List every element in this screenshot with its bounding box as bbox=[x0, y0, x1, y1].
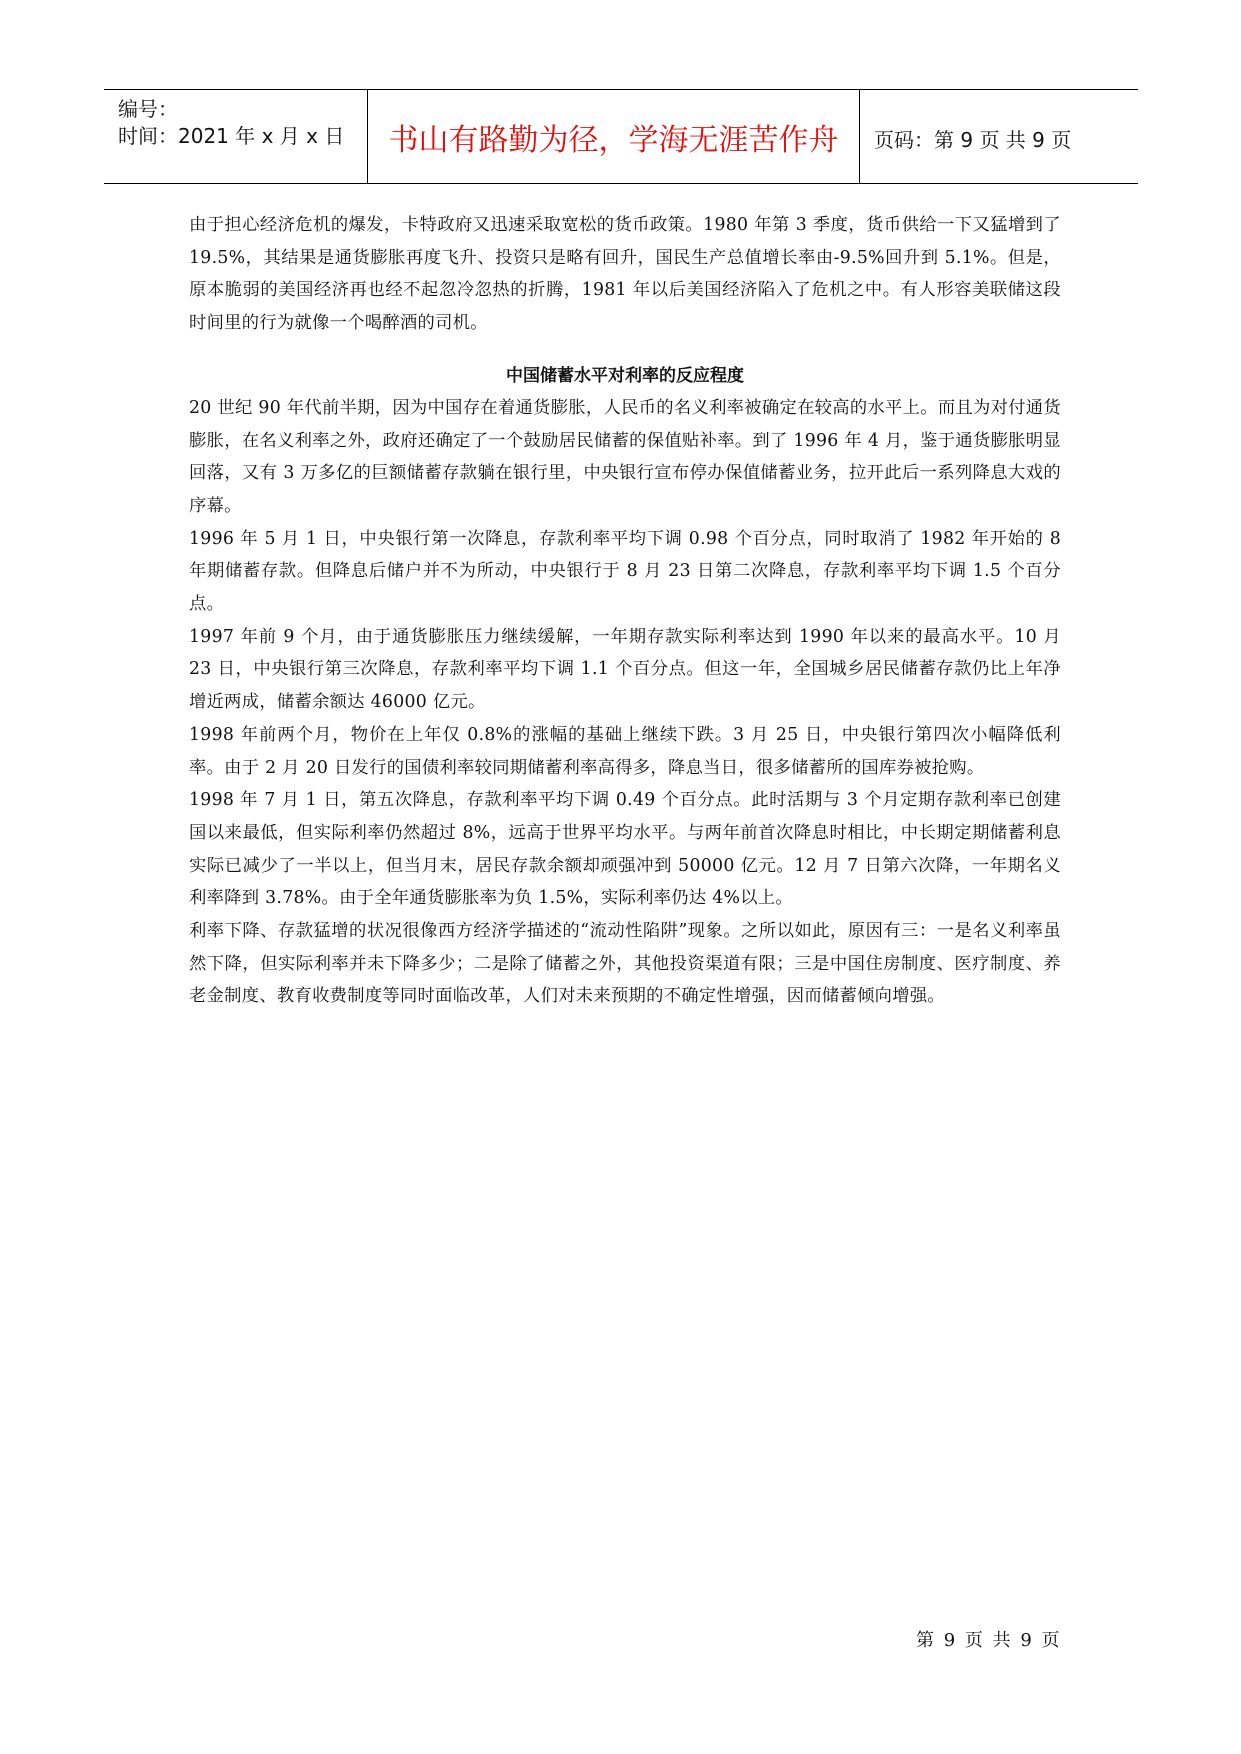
header-motto: 书山有路勤为径，学海无涯苦作舟 bbox=[388, 123, 839, 158]
page-footer-number: 第 9 页 共 9 页 bbox=[916, 1630, 1062, 1651]
document-header bbox=[104, 89, 1138, 184]
section-title: 中国储蓄水平对利率的反应程度 bbox=[506, 365, 744, 386]
body-paragraph: 1996 年 5 月 1 日，中央银行第一次降息，存款利率平均下调 0.98 个百分点，同时取消了 1982 年开始的 8 年期储蓄存款。但降息后储户并不为所动，中央银行于 8 月 23 日第二次降息，存款利率平均下调 1.5 个百分点。 bbox=[189, 528, 1061, 615]
header-info-cell bbox=[104, 90, 368, 183]
header-page-cell bbox=[860, 90, 1138, 183]
document-id-label: 编号： bbox=[118, 97, 178, 121]
body-paragraph: 1998 年 7 月 1 日，第五次降息，存款利率平均下调 0.49 个百分点。此时活期与 3 个月定期存款利率已创建国以来最低，但实际利率仍然超过 8%，远高于世界平均水平。与两年前首次降息时相比，中长期定期储蓄利息实际已减少了一半以上，但当月末，居民存款余额却顽强冲到 50000 亿元。12 月 7 日第六次降，一年期名义利率降到 3.78%。由于全年通货膨胀率为负 1.5%，实际利率仍达 4%以上。 bbox=[189, 790, 1061, 909]
document-time-label: 时间：2021 年 x 月 x 日 bbox=[118, 124, 345, 148]
header-motto-cell bbox=[368, 90, 860, 183]
body-paragraph: 1998 年前两个月，物价在上年仅 0.8%的涨幅的基础上继续下跌。3 月 25 日，中央银行第四次小幅降低利率。由于 2 月 20 日发行的国债利率较同期储蓄利率高得多，降息当日，很多储蓄所的国库券被抢购。 bbox=[189, 724, 1061, 778]
body-paragraph: 20 世纪 90 年代前半期，因为中国存在着通货膨胀，人民币的名义利率被确定在较高的水平上。而且为对付通货膨胀，在名义利率之外，政府还确定了一个鼓励居民储蓄的保值贴补率。到了 1996 年 4 月，鉴于通货膨胀明显回落，又有 3 万多亿的巨额储蓄存款躺在银行里，中央银行宣布停办保值储蓄业务，拉开此后一系列降息大戏的序幕。 bbox=[189, 397, 1061, 516]
body-paragraph: 利率下降、存款猛增的状况很像西方经济学描述的“流动性陷阱”现象。之所以如此，原因有三：一是名义利率虽然下降，但实际利率并未下降多少；二是除了储蓄之外，其他投资渠道有限；三是中国住房制度、医疗制度、养老金制度、教育收费制度等同时面临改革，人们对未来预期的不确定性增强，因而储蓄倾向增强。 bbox=[189, 921, 1061, 1007]
header-page-code: 页码：第 9 页 共 9 页 bbox=[874, 128, 1072, 152]
intro-paragraph: 由于担心经济危机的爆发，卡特政府又迅速采取宽松的货币政策。1980 年第 3 季度，货币供给一下又猛增到了 19.5%，其结果是通货膨胀再度飞升、投资只是略有回升，国民生产总值增长率由-9.5%回升到 5.1%。但是，原本脆弱的美国经济再也经不起忽冷忽热的折腾，1981 年以后美国经济陷入了危机之中。有人形容美联储这段时间里的行为就像一个喝醉酒的司机。 bbox=[189, 215, 1061, 334]
document-body bbox=[189, 209, 1061, 1013]
body-paragraph: 1997 年前 9 个月，由于通货膨胀压力继续缓解，一年期存款实际利率达到 1990 年以来的最高水平。10 月 23 日，中央银行第三次降息，存款利率平均下调 1.1 个百分点。但这一年，全国城乡居民储蓄存款仍比上年净增近两成，储蓄余额达 46000 亿元。 bbox=[189, 626, 1061, 713]
